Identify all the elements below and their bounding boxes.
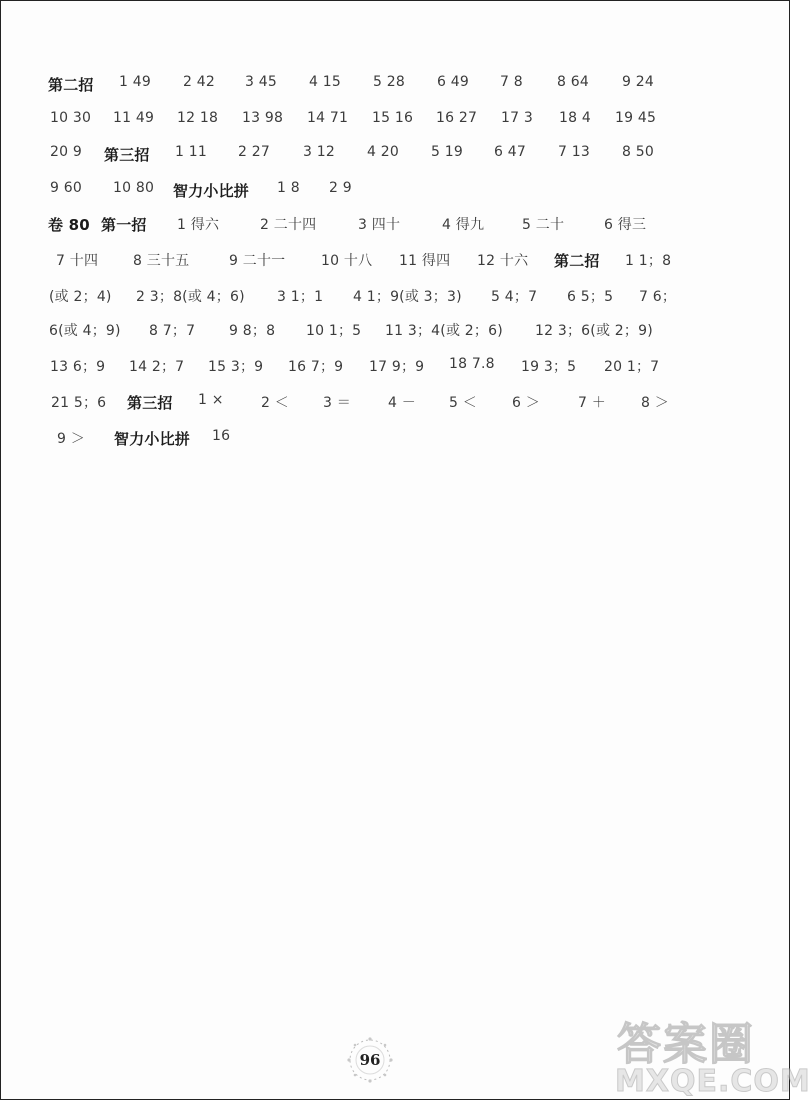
answer-item: 17 9；9 [369, 359, 425, 375]
answer-item: 14 71 [307, 110, 349, 126]
section-heading: 智力小比拼 [114, 430, 191, 448]
section-heading: 智力小比拼 [173, 182, 250, 200]
answer-item: 21 5；6 [51, 395, 107, 411]
answer-item: 5 28 [373, 74, 405, 90]
site-watermark [611, 1006, 811, 1101]
answer-item: 3 45 [245, 74, 277, 90]
answer-item: 6 5；5 [567, 289, 614, 305]
answer-item: 3 四十 [358, 217, 401, 233]
answer-item: 8 50 [622, 144, 654, 160]
answer-item: 10 30 [50, 110, 92, 126]
answer-item: 8 64 [557, 74, 589, 90]
answer-item: 6 49 [437, 74, 469, 90]
answer-item: 4 － [388, 395, 416, 411]
answer-item: 9 ＞ [57, 431, 85, 447]
answer-item: 1 11 [175, 144, 207, 160]
answer-item: 2 二十四 [260, 217, 317, 233]
answer-item: 16 27 [436, 110, 478, 126]
answer-item: 7 13 [558, 144, 590, 160]
answer-item: 9 二十一 [229, 253, 286, 269]
watermark-domain: MXQE.COM [615, 1064, 811, 1099]
answer-item: 20 9 [50, 144, 82, 160]
answer-item: 10 80 [113, 180, 155, 196]
page-number: 96 [359, 1051, 381, 1069]
answer-item: 10 十八 [321, 253, 373, 269]
watermark-logo-text: 答案圈 [617, 1019, 755, 1070]
answer-item: 4 1；9(或 3；3) [353, 289, 462, 305]
answer-item: 18 7.8 [449, 356, 495, 372]
answer-item: 7 十四 [56, 253, 99, 269]
answer-item: 3 ＝ [323, 395, 351, 411]
answer-item: 3 12 [303, 144, 335, 160]
answer-item: 2 27 [238, 144, 270, 160]
answer-item: 13 6；9 [50, 359, 106, 375]
answer-item: 1 1；8 [625, 253, 672, 269]
answer-item: 9 24 [622, 74, 654, 90]
section-heading: 第三招 [104, 146, 150, 164]
answer-item: 2 42 [183, 74, 215, 90]
answer-item: 5 19 [431, 144, 463, 160]
answer-item: 6 得三 [604, 217, 647, 233]
answer-item: 18 4 [559, 110, 591, 126]
answer-item: 2 9 [329, 180, 352, 196]
section-heading: 第三招 [127, 394, 173, 412]
answer-item: 6 ＞ [512, 395, 540, 411]
answer-item: 6 47 [494, 144, 526, 160]
page-number-badge [337, 1035, 403, 1085]
section-heading: 第二招 [48, 76, 94, 94]
answer-item: 4 得九 [442, 217, 485, 233]
answer-item: 13 98 [242, 110, 284, 126]
section-heading: 第一招 [101, 216, 147, 234]
answer-item: 1 8 [277, 180, 300, 196]
answer-item: 12 3；6(或 2；9) [535, 323, 653, 339]
answer-item: 20 1；7 [604, 359, 660, 375]
answer-item: 3 1；1 [277, 289, 324, 305]
answer-item: 2 3；8(或 4；6) [136, 289, 245, 305]
answer-item: 19 3；5 [521, 359, 577, 375]
chapter-heading: 卷 80 [48, 216, 90, 234]
answer-item: 15 16 [372, 110, 414, 126]
answer-item: 5 二十 [522, 217, 565, 233]
answer-item: 10 1；5 [306, 323, 362, 339]
answer-item: 9 60 [50, 180, 82, 196]
answer-item: 7 ＋ [578, 395, 606, 411]
answer-item: 6(或 4；9) [49, 323, 121, 339]
answer-item: 1 × [198, 392, 224, 408]
answer-item: 4 15 [309, 74, 341, 90]
answer-item: 5 ＜ [449, 395, 477, 411]
answer-item: 7 8 [500, 74, 523, 90]
answer-item: 8 三十五 [133, 253, 190, 269]
answer-item: 4 20 [367, 144, 399, 160]
answer-item: 17 3 [501, 110, 533, 126]
answer-item: 15 3；9 [208, 359, 264, 375]
answer-item: 14 2；7 [129, 359, 185, 375]
answer-item: 16 [212, 428, 231, 444]
answer-item: 8 ＞ [641, 395, 669, 411]
answer-item: 1 得六 [177, 217, 220, 233]
answer-item: (或 2；4) [49, 289, 112, 305]
answer-item: 11 得四 [399, 253, 451, 269]
answer-item: 5 4；7 [491, 289, 538, 305]
answer-item: 8 7；7 [149, 323, 196, 339]
answer-item: 11 49 [113, 110, 155, 126]
answer-item: 1 49 [119, 74, 151, 90]
answer-item: 16 7；9 [288, 359, 344, 375]
answer-item: 12 18 [177, 110, 219, 126]
section-heading: 第二招 [554, 252, 600, 270]
answer-item: 12 十六 [477, 253, 529, 269]
answer-item: 9 8；8 [229, 323, 276, 339]
answer-item: 7 6； [639, 289, 677, 305]
answer-item: 19 45 [615, 110, 657, 126]
answer-item: 11 3；4(或 2；6) [385, 323, 503, 339]
answer-item: 2 ＜ [261, 395, 289, 411]
